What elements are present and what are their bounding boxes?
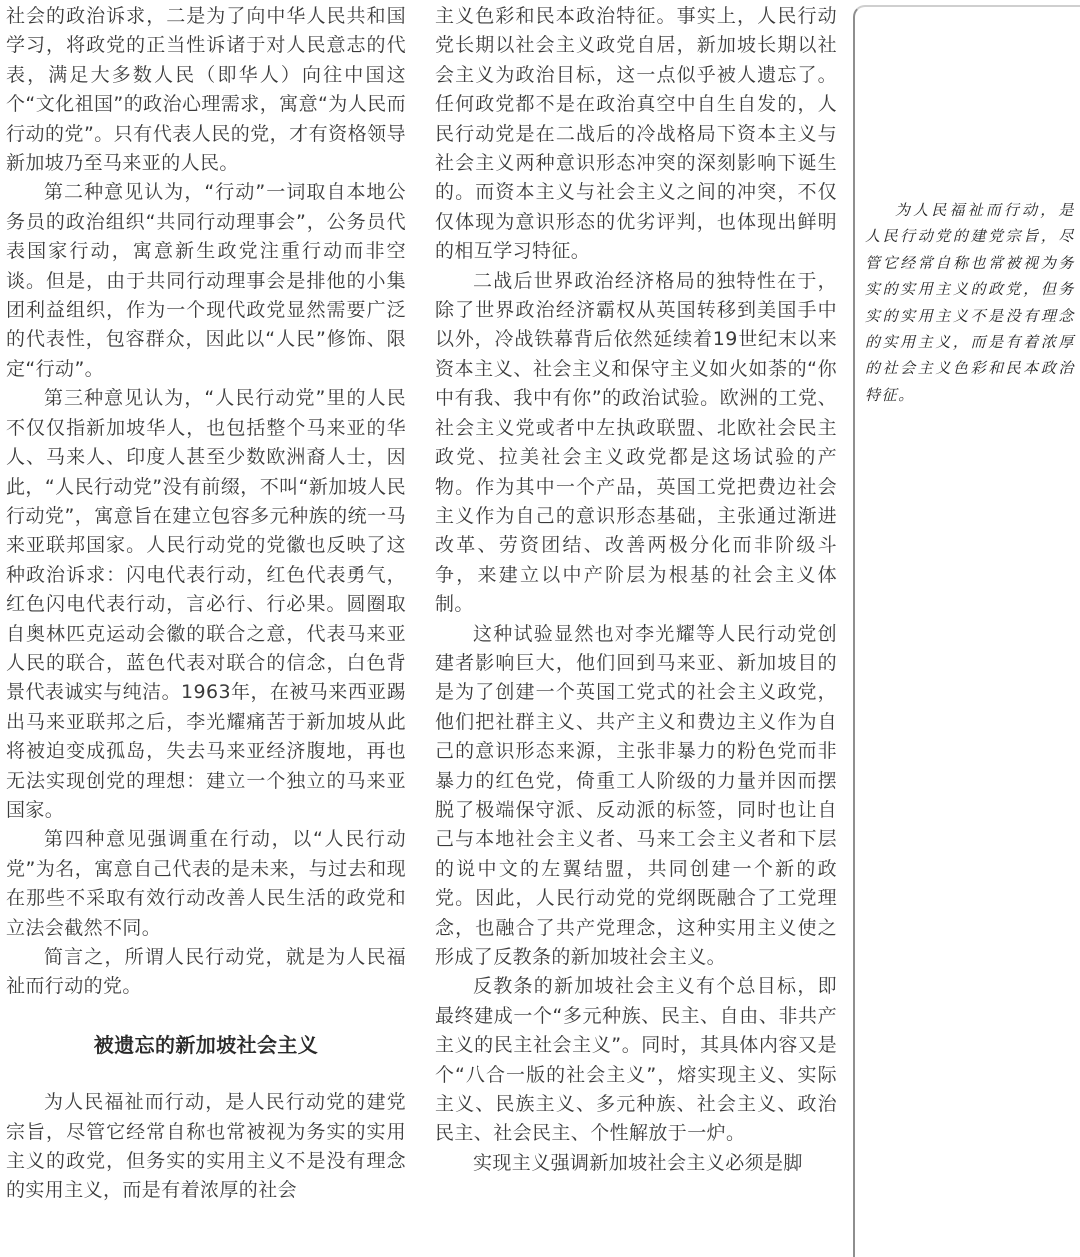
left-column	[6, 2, 406, 1206]
paragraph: 二战后世界政治经济格局的独特性在于，除了世界政治经济霸权从英国转移到美国手中以外，冷战铁幕背后依然延续着19世纪末以来资本主义、社会主义和保守主义如火如荼的“你中有我、我中有你”的政治试验。欧洲的工党、社会主义党或者中左执政联盟、北欧社会民主政党、拉美社会主义政党都是这场试验的产物。作为其中一个产品，英国工党把费边社会主义作为自己的意识形态基础，主张通过渐进改革、劳资团结、改善两极分化而非阶级斗争，来建立以中产阶层为根基的社会主义体制。	[435, 269, 837, 616]
paragraph: 第四种意见强调重在行动，以“人民行动党”为名，寓意自己代表的是未来，与过去和现在那些不采取有效行动改善人民生活的政党和立法会截然不同。	[6, 828, 406, 939]
section-heading: 被遗忘的新加坡社会主义	[93, 1032, 319, 1057]
paragraph: 主义色彩和民本政治特征。事实上，人民行动党长期以社会主义政党自居，新加坡长期以社会主义为政治目标，这一点似乎被人遗忘了。任何政党都不是在政治真空中自生自发的，人民行动党是在二战后的冷战格局下资本主义与社会主义两种意识形态冲突的深刻影响下诞生的。而资本主义与社会主义之间的冲突，不仅仅体现为意识形态的优劣评判，也体现出鲜明的相互学习特征。	[435, 5, 837, 263]
pull-quote-text: 为人民福祉而行动，是人民行动党的建党宗旨，尽管它经常自称也常被视为务实的实用主义的政党，但务实的实用主义不是没有理念的实用主义，而是有着浓厚的社会主义色彩和民本政治特征。	[865, 201, 1075, 404]
paragraph: 实现主义强调新加坡社会主义必须是脚	[473, 1151, 803, 1174]
paragraph: 为人民福祉而行动，是人民行动党的建党宗旨，尽管它经常自称也常被视为务实的实用主义的政党，但务实的实用主义不是没有理念的实用主义，而是有着浓厚的社会	[6, 1091, 406, 1202]
paragraph: 反教条的新加坡社会主义有个总目标，即最终建成一个“多元种族、民主、自由、非共产主义的民主社会主义”。同时，其具体内容又是个“八合一版的社会主义”，熔实现主义、实际主义、民族主义、多元种族、社会主义、政治民主、社会民主、个性解放于一炉。	[435, 975, 837, 1145]
paragraph: 社会的政治诉求，二是为了向中华人民共和国学习，将政党的正当性诉诸于对人民意志的代表，满足大多数人民（即华人）向往中国这个“文化祖国”的政治心理需求，寓意“为人民而行动的党”。只有代表人民的党，才有资格领导新加坡乃至马来亚的人民。	[6, 5, 406, 175]
paragraph: 简言之，所谓人民行动党，就是为人民福祉而行动的党。	[6, 946, 406, 998]
paragraph: 第二种意见认为，“行动”一词取自本地公务员的政治组织“共同行动理事会”，公务员代表国家行动，寓意新生政党注重行动而非空谈。但是，由于共同行动理事会是排他的小集团利益组织，作为一个现代政党显然需要广泛的代表性，包容群众，因此以“人民”修饰、限定“行动”。	[6, 181, 406, 380]
pull-quote-frame	[853, 5, 1080, 1257]
middle-column	[435, 2, 837, 1178]
paragraph: 这种试验显然也对李光耀等人民行动党创建者影响巨大，他们回到马来亚、新加坡目的是为了创建一个英国工党式的社会主义政党，他们把社群主义、共产主义和费边主义作为自己的意识形态来源，主张非暴力的粉色党而非暴力的红色党，倚重工人阶级的力量并因而摆脱了极端保守派、反动派的标签，同时也让自己与本地社会主义者、马来工会主义者和下层的说中文的左翼结盟，共同创建一个新的政党。因此，人民行动党的党纲既融合了工党理念，也融合了共产党理念，这种实用主义使之形成了反教条的新加坡社会主义。	[435, 622, 837, 968]
paragraph: 第三种意见认为，“人民行动党”里的人民不仅仅指新加坡华人，也包括整个马来亚的华人、马来人、印度人甚至少数欧洲裔人士，因此，“人民行动党”没有前缀，不叫“新加坡人民行动党”，寓意旨在建立包容多元种族的统一马来亚联邦国家。人民行动党的党徽也反映了这种政治诉求：闪电代表行动，红色代表勇气，红色闪电代表行动，言必行、行必果。圆圈取自奥林匹克运动会徽的联合之意，代表马来亚人民的联合，蓝色代表对联合的信念，白色背景代表诚实与纯洁。1963年，在被马来西亚踢出马来亚联邦之后，李光耀痛苦于新加坡从此将被迫变成孤岛，失去马来亚经济腹地，再也无法实现创党的理想：建立一个独立的马来亚国家。	[6, 387, 406, 821]
